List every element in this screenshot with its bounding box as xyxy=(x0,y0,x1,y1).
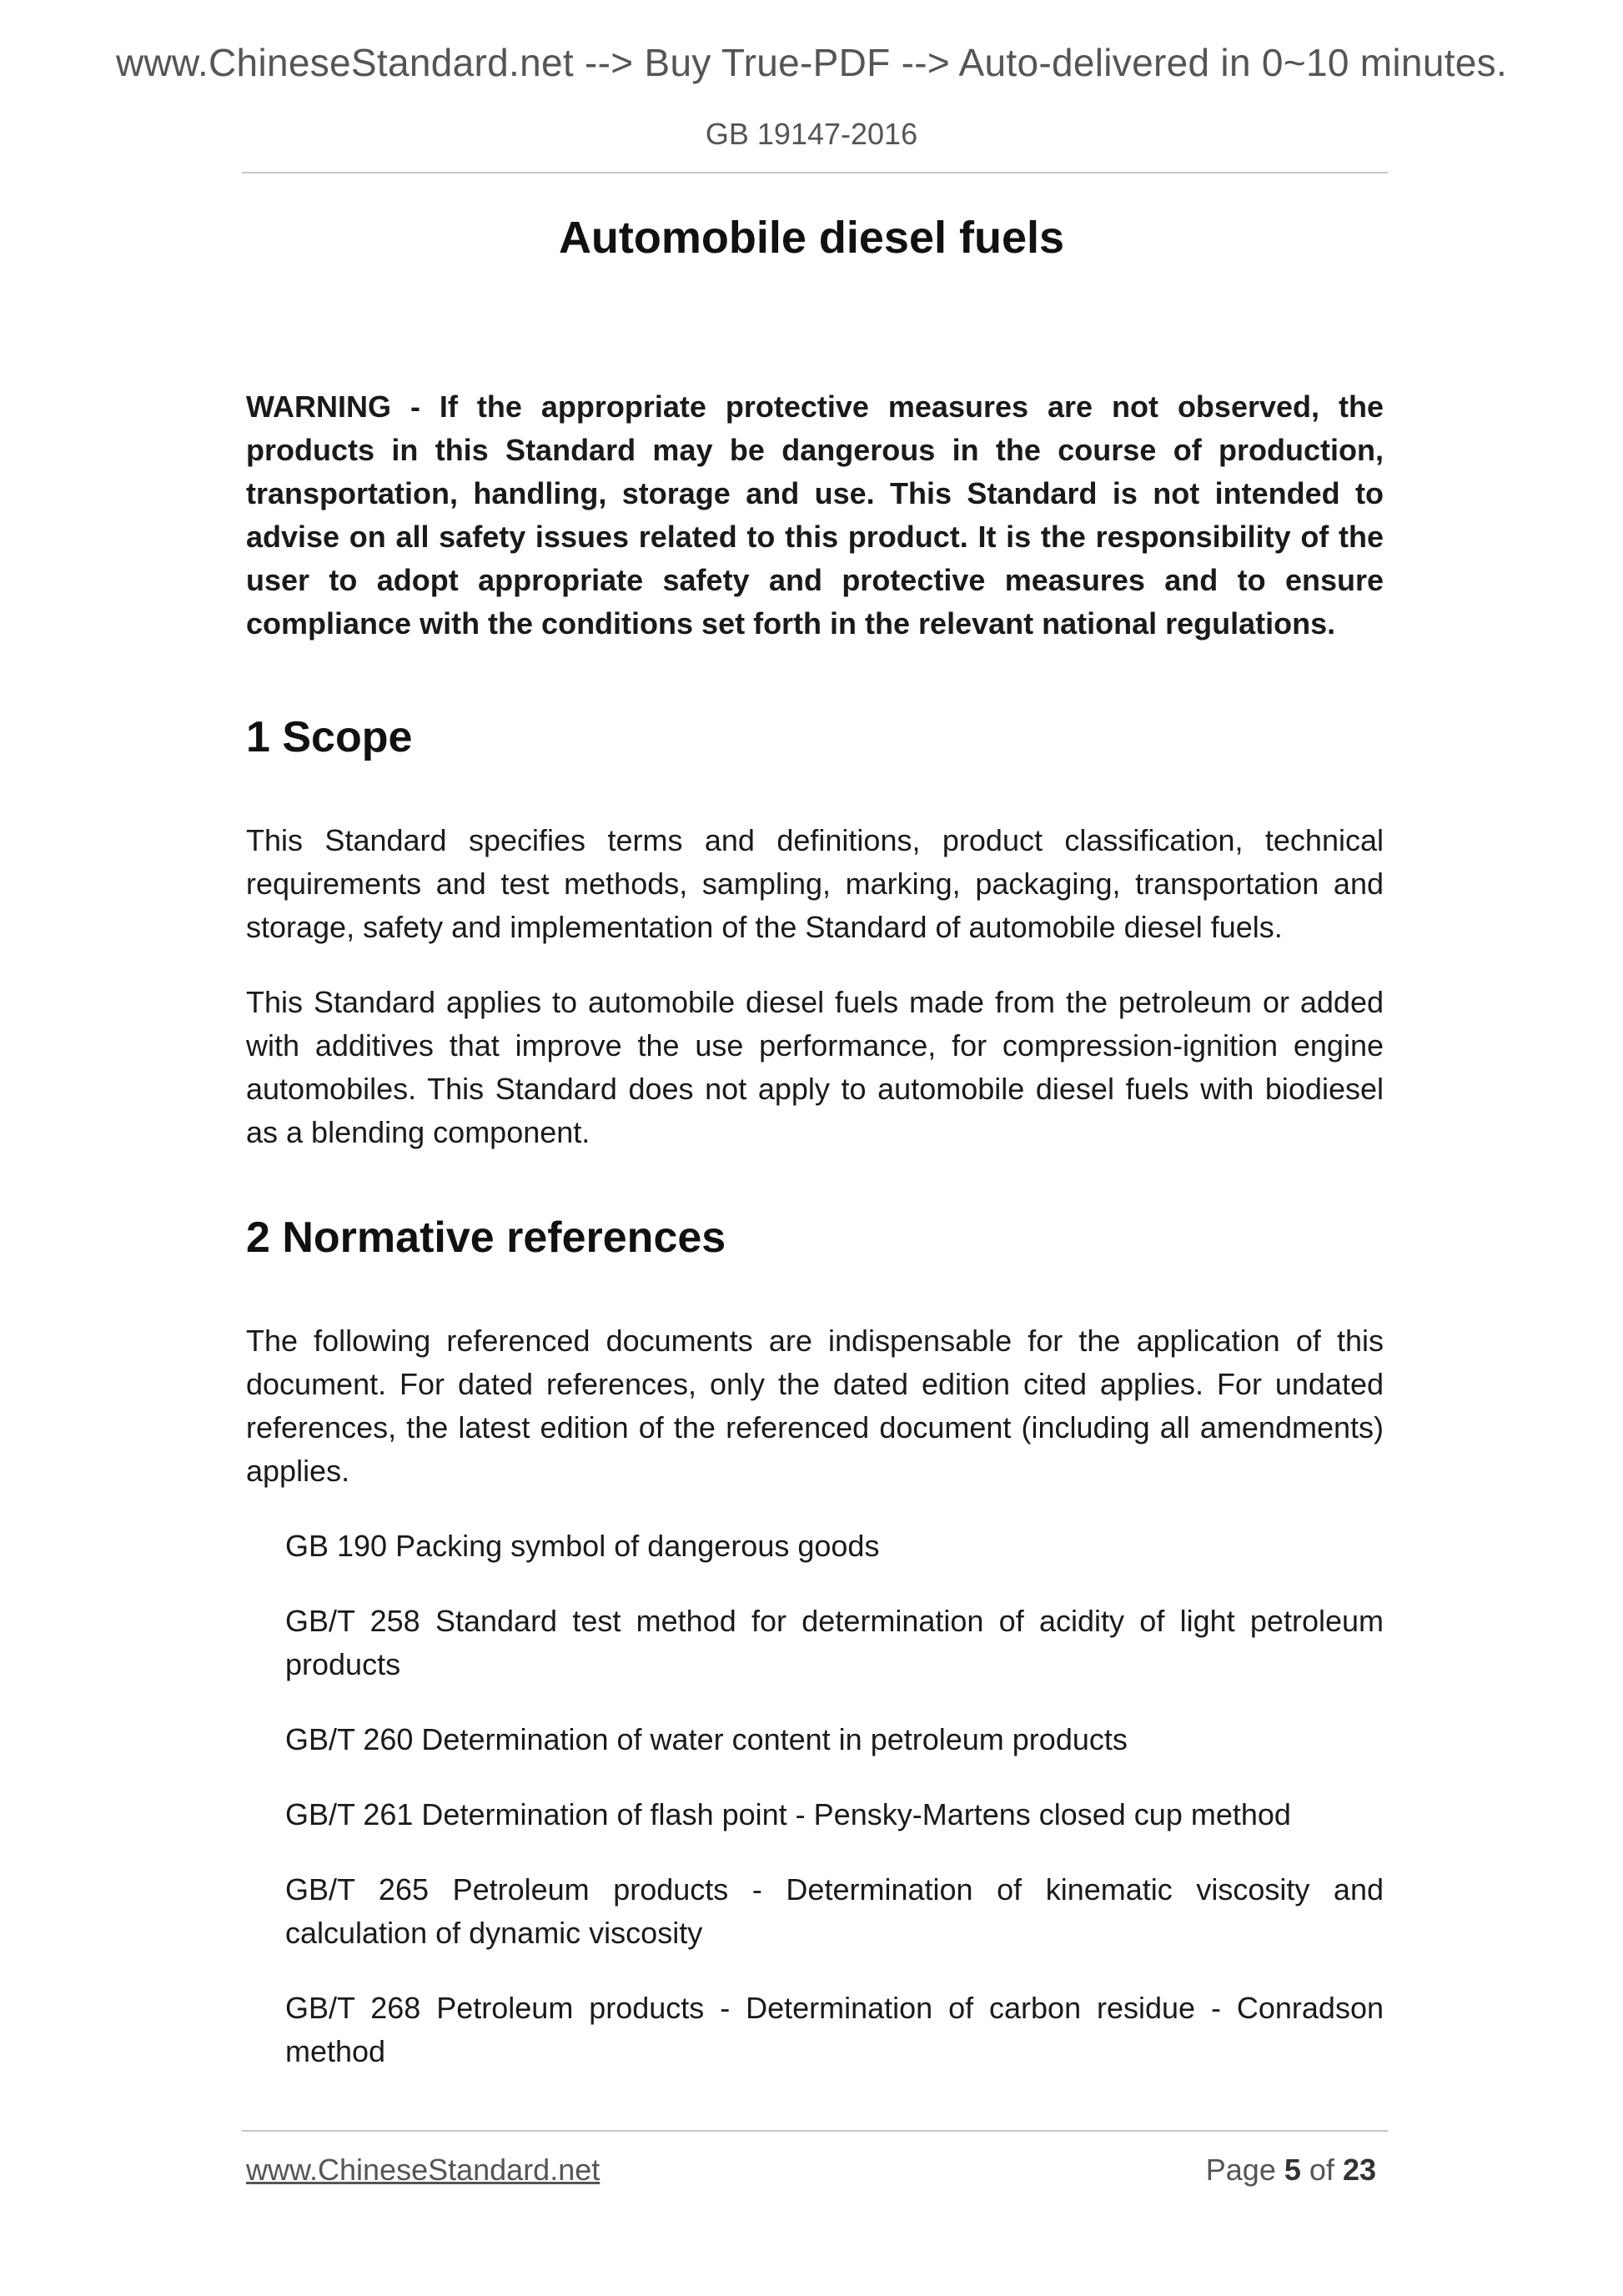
reference-item: GB 190 Packing symbol of dangerous goods xyxy=(285,1529,880,1563)
reference-item: GB/T 265 Petroleum products - Determination of kinematic viscosity and calculation of dynamic viscosity xyxy=(285,1872,1384,1950)
section-heading-normative-references: 2 Normative references xyxy=(246,1213,726,1262)
reference-item: GB/T 261 Determination of flash point - Pensky-Martens closed cup method xyxy=(285,1797,1291,1831)
page-total: 23 xyxy=(1342,2153,1376,2187)
document-body xyxy=(246,385,1384,2105)
page-title: Automobile diesel fuels xyxy=(558,213,1065,263)
header-divider xyxy=(242,172,1388,173)
footer-divider xyxy=(242,2130,1388,2132)
reference-item: GB/T 260 Determination of water content in petroleum products xyxy=(285,1722,1128,1756)
reference-list xyxy=(246,1525,1384,2073)
page-label: Page xyxy=(1205,2153,1276,2187)
header-banner: www.ChineseStandard.net --> Buy True-PDF --> Auto-delivered in 0~10 minutes. xyxy=(115,41,1508,84)
page-current: 5 xyxy=(1284,2153,1301,2187)
reference-item: GB/T 268 Petroleum products - Determination of carbon residue - Conradson method xyxy=(285,1991,1384,2068)
reference-item: GB/T 258 Standard test method for determination of acidity of light petroleum products xyxy=(285,1604,1384,1681)
scope-paragraph: This Standard specifies terms and definitions, product classification, technical requirements and test methods, sampling, marking, packaging, transportation and storage, safety and implementation of the Standard of automobile diesel fuels. xyxy=(246,823,1384,944)
section-heading-scope: 1 Scope xyxy=(246,713,413,761)
page-indicator xyxy=(1206,2153,1376,2188)
page-of-label: of xyxy=(1309,2153,1334,2187)
warning-paragraph: WARNING - If the appropriate protective measures are not observed, the products in this Standard may be dangerous in the course of production, transportation, handling, storage and use. This Standard is not intended to advise on all safety issues related to this product. It is the responsibility of the user to adopt appropriate safety and protective measures and to ensure compliance with the conditions set forth in the relevant national regulations. xyxy=(246,389,1384,641)
references-intro-paragraph: The following referenced documents are indispensable for the application of this document. For dated references, only the dated edition cited applies. For undated references, the latest edition of the referenced document (including all amendments) applies. xyxy=(246,1324,1384,1488)
standard-code: GB 19147-2016 xyxy=(705,117,918,151)
scope-paragraph: This Standard applies to automobile diesel fuels made from the petroleum or added with additives that improve the use performance, for compression-ignition engine automobiles. This Standard does not apply to automobile diesel fuels with biodiesel as a blending component. xyxy=(246,985,1384,1149)
footer-website-link[interactable]: www.ChineseStandard.net xyxy=(246,2153,600,2187)
